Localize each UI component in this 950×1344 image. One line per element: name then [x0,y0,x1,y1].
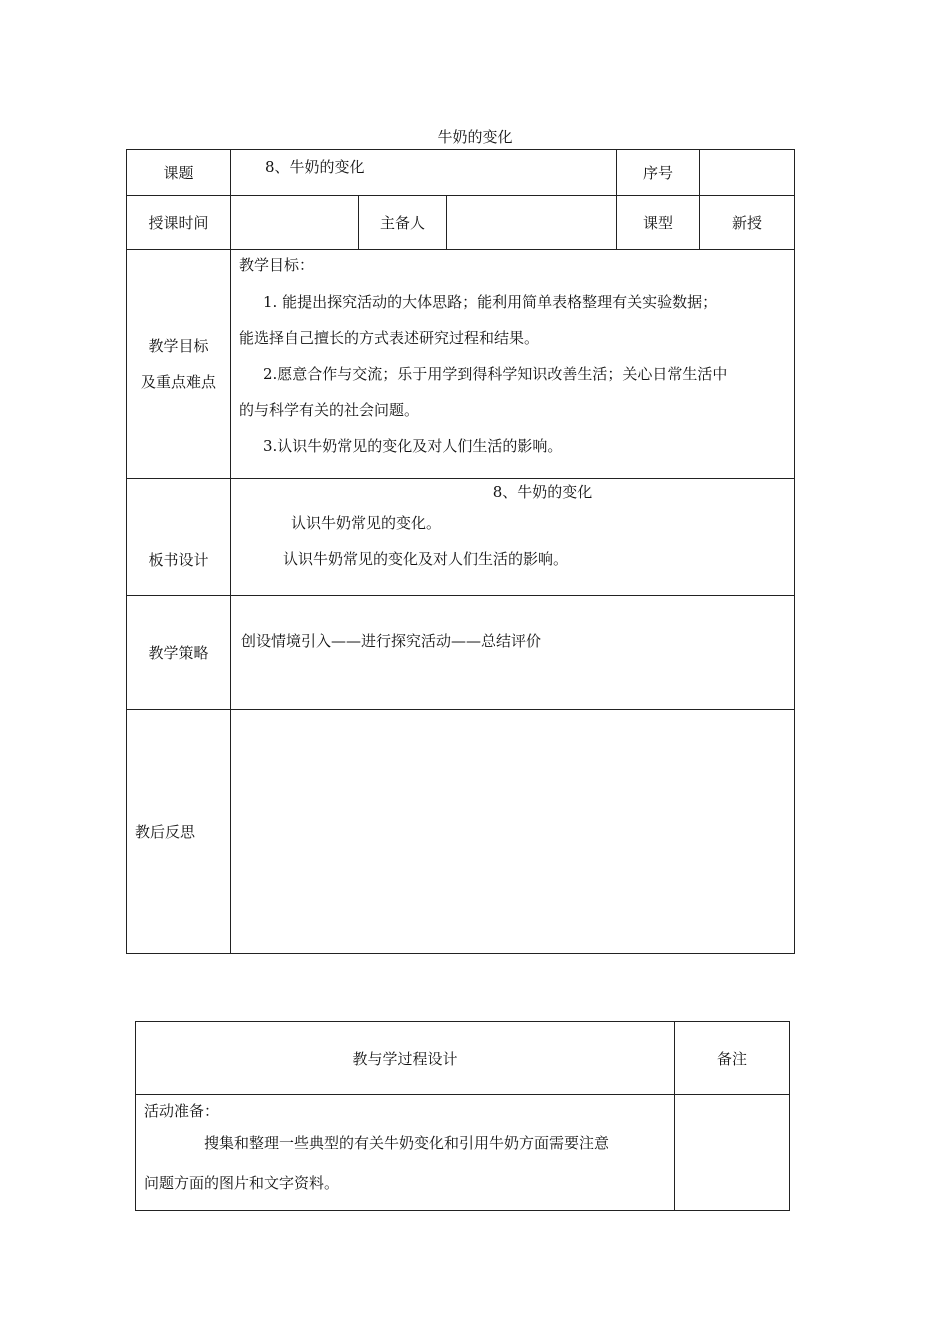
prep-title: 活动准备： [144,1102,220,1120]
page-title: 牛奶的变化 [437,128,513,146]
serial-value [700,150,795,196]
board-line-1: 认识牛奶常见的变化。 [291,514,442,532]
goals-label [127,250,231,479]
goal-2b: 的与科学有关的社会问题。 [239,401,420,419]
prep-line-1: 搜集和整理一些典型的有关牛奶变化和引用牛奶方面需要注意 [204,1134,610,1152]
reflection-value [231,710,795,954]
prep-notes [675,1095,790,1211]
board-label: 板书设计 [127,479,231,596]
notes-header: 备注 [675,1022,790,1095]
strategy-value: 创设情境引入——进行探究活动——总结评价 [231,596,795,710]
goals-heading: 教学目标： [239,256,315,274]
strategy-label: 教学策略 [127,596,231,710]
reflection-label: 教后反思 [127,710,231,954]
preparer-label: 主备人 [359,196,447,250]
process-design-header: 教与学过程设计 [136,1022,675,1095]
time-value [231,196,359,250]
board-content [231,479,795,596]
preparer-value [447,196,617,250]
process-design-table [135,1021,790,1211]
goal-2a: 2.愿意合作与交流；乐于用学到得科学知识改善生活；关心日常生活中 [263,365,728,383]
goals-content [231,250,795,479]
subject-label: 课题 [127,150,231,196]
goals-label-line1: 教学目标 [148,337,209,355]
goals-label-line2: 及重点难点 [140,373,216,391]
goal-1b: 能选择自己擅长的方式表述研究过程和结果。 [239,329,540,347]
lesson-plan-table [126,149,795,954]
time-label: 授课时间 [127,196,231,250]
goal-1a: 1. 能提出探究活动的大体思路；能利用简单表格整理有关实验数据； [263,293,718,311]
board-title: 8、牛奶的变化 [492,483,593,501]
activity-prep-content [136,1095,675,1211]
prep-line-2: 问题方面的图片和文字资料。 [144,1174,340,1192]
type-label: 课型 [617,196,700,250]
serial-label: 序号 [617,150,700,196]
board-line-2: 认识牛奶常见的变化及对人们生活的影响。 [283,550,569,568]
type-value: 新授 [700,196,795,250]
subject-value: 8、牛奶的变化 [231,150,617,196]
goal-3: 3.认识牛奶常见的变化及对人们生活的影响。 [263,437,563,455]
